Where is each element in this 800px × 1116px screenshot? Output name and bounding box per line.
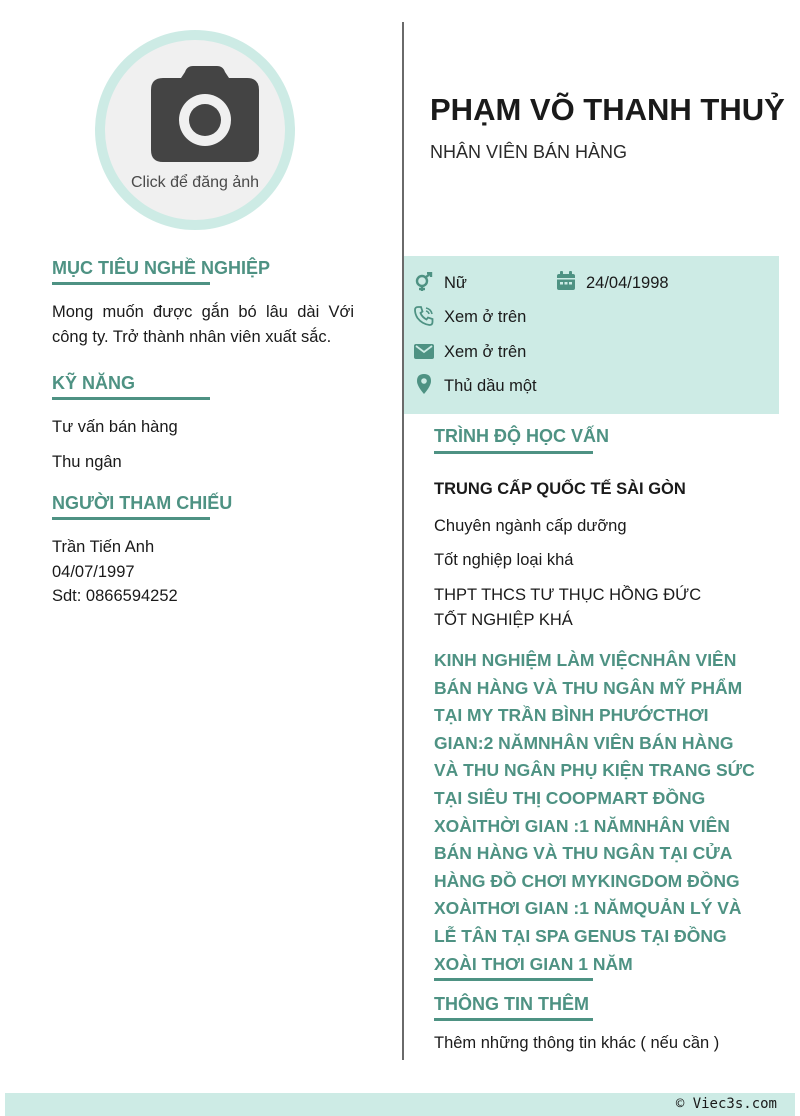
references-heading-rule [52, 517, 210, 520]
skill-item: Thu ngân [52, 453, 122, 471]
upload-photo-label[interactable]: Click để đăng ảnh [130, 174, 260, 191]
education-heading-rule [434, 451, 593, 454]
additional-info-heading-rule [434, 1018, 593, 1021]
gender-value: Nữ [444, 274, 467, 292]
objective-heading-rule [52, 282, 210, 285]
birthday-value: 24/04/1998 [586, 274, 669, 292]
footer-bar [5, 1093, 795, 1116]
education-major: Chuyên ngành cấp dưỡng [434, 517, 627, 535]
column-divider [402, 22, 404, 1060]
skills-heading-rule [52, 397, 210, 400]
phone-icon [414, 306, 434, 326]
address-value: Thủ dầu một [444, 377, 537, 395]
experience-rule [434, 978, 593, 981]
calendar-icon [556, 271, 576, 291]
skill-item: Tư vấn bán hàng [52, 418, 178, 436]
objective-heading: MỤC TIÊU NGHỀ NGHIỆP [52, 258, 271, 278]
education-grade: Tốt nghiệp loại khá [434, 551, 574, 569]
gender-icon [414, 272, 434, 292]
reference-date: 04/07/1997 [52, 563, 135, 581]
education-high-school-result: TỐT NGHIỆP KHÁ [434, 611, 573, 629]
profile-photo-upload[interactable] [95, 30, 295, 230]
additional-info-text: Thêm những thông tin khác ( nếu cần ) [434, 1034, 720, 1052]
location-pin-icon [414, 374, 434, 394]
email-icon [414, 341, 434, 361]
experience-text: KINH NGHIỆM LÀM VIỆCNHÂN VIÊN BÁN HÀNG VÀ THU NGÂN MỸ PHẨM TẠI MY TRẦN BÌNH PHƯỚCTHƠI GIAN:2 NĂMNHÂN VIÊN BÁN HÀNG VÀ THU NGÂN PHỤ KIỆN TRANG SỨC TẠI SIÊU THỊ COOPMART ĐỒNG XOÀITHỜI GIAN :1 NĂMNHÂN VIÊN BÁN HÀNG VÀ THU NGÂN TẠI CỬA HÀNG ĐỒ CHƠI MYKINGDOM ĐỒNG XOÀITHƠI GIAN :1 NĂMQUẢN LÝ VÀ LỄ TÂN TẠI SPA GENUS TẠI ĐỒNG XOÀI THƠI GIAN 1 NĂM [434, 650, 755, 974]
education-school: TRUNG CẤP QUỐC TẾ SÀI GÒN [434, 480, 686, 498]
job-title: NHÂN VIÊN BÁN HÀNG [430, 142, 628, 162]
skills-heading: KỸ NĂNG [52, 373, 136, 393]
education-high-school: THPT THCS TƯ THỤC HỒNG ĐỨC [434, 586, 702, 604]
reference-name: Trần Tiến Anh [52, 538, 155, 556]
camera-icon [151, 66, 259, 162]
photo-placeholder[interactable] [105, 40, 285, 220]
additional-info-heading: THÔNG TIN THÊM [434, 994, 589, 1014]
phone-value: Xem ở trên [444, 308, 527, 326]
references-heading: NGƯỜI THAM CHIẾU [52, 493, 233, 513]
footer-credit: © Viec3s.com [675, 1096, 777, 1112]
objective-text: Mong muốn được gắn bó lâu dài Với công ty. Trở thành nhân viên xuất sắc. [52, 303, 354, 346]
email-value: Xem ở trên [444, 343, 527, 361]
reference-phone: Sdt: 0866594252 [52, 587, 178, 605]
contact-panel [404, 256, 779, 414]
candidate-name: PHẠM VÕ THANH THUỶ [430, 92, 785, 127]
education-heading: TRÌNH ĐỘ HỌC VẤN [434, 426, 609, 446]
